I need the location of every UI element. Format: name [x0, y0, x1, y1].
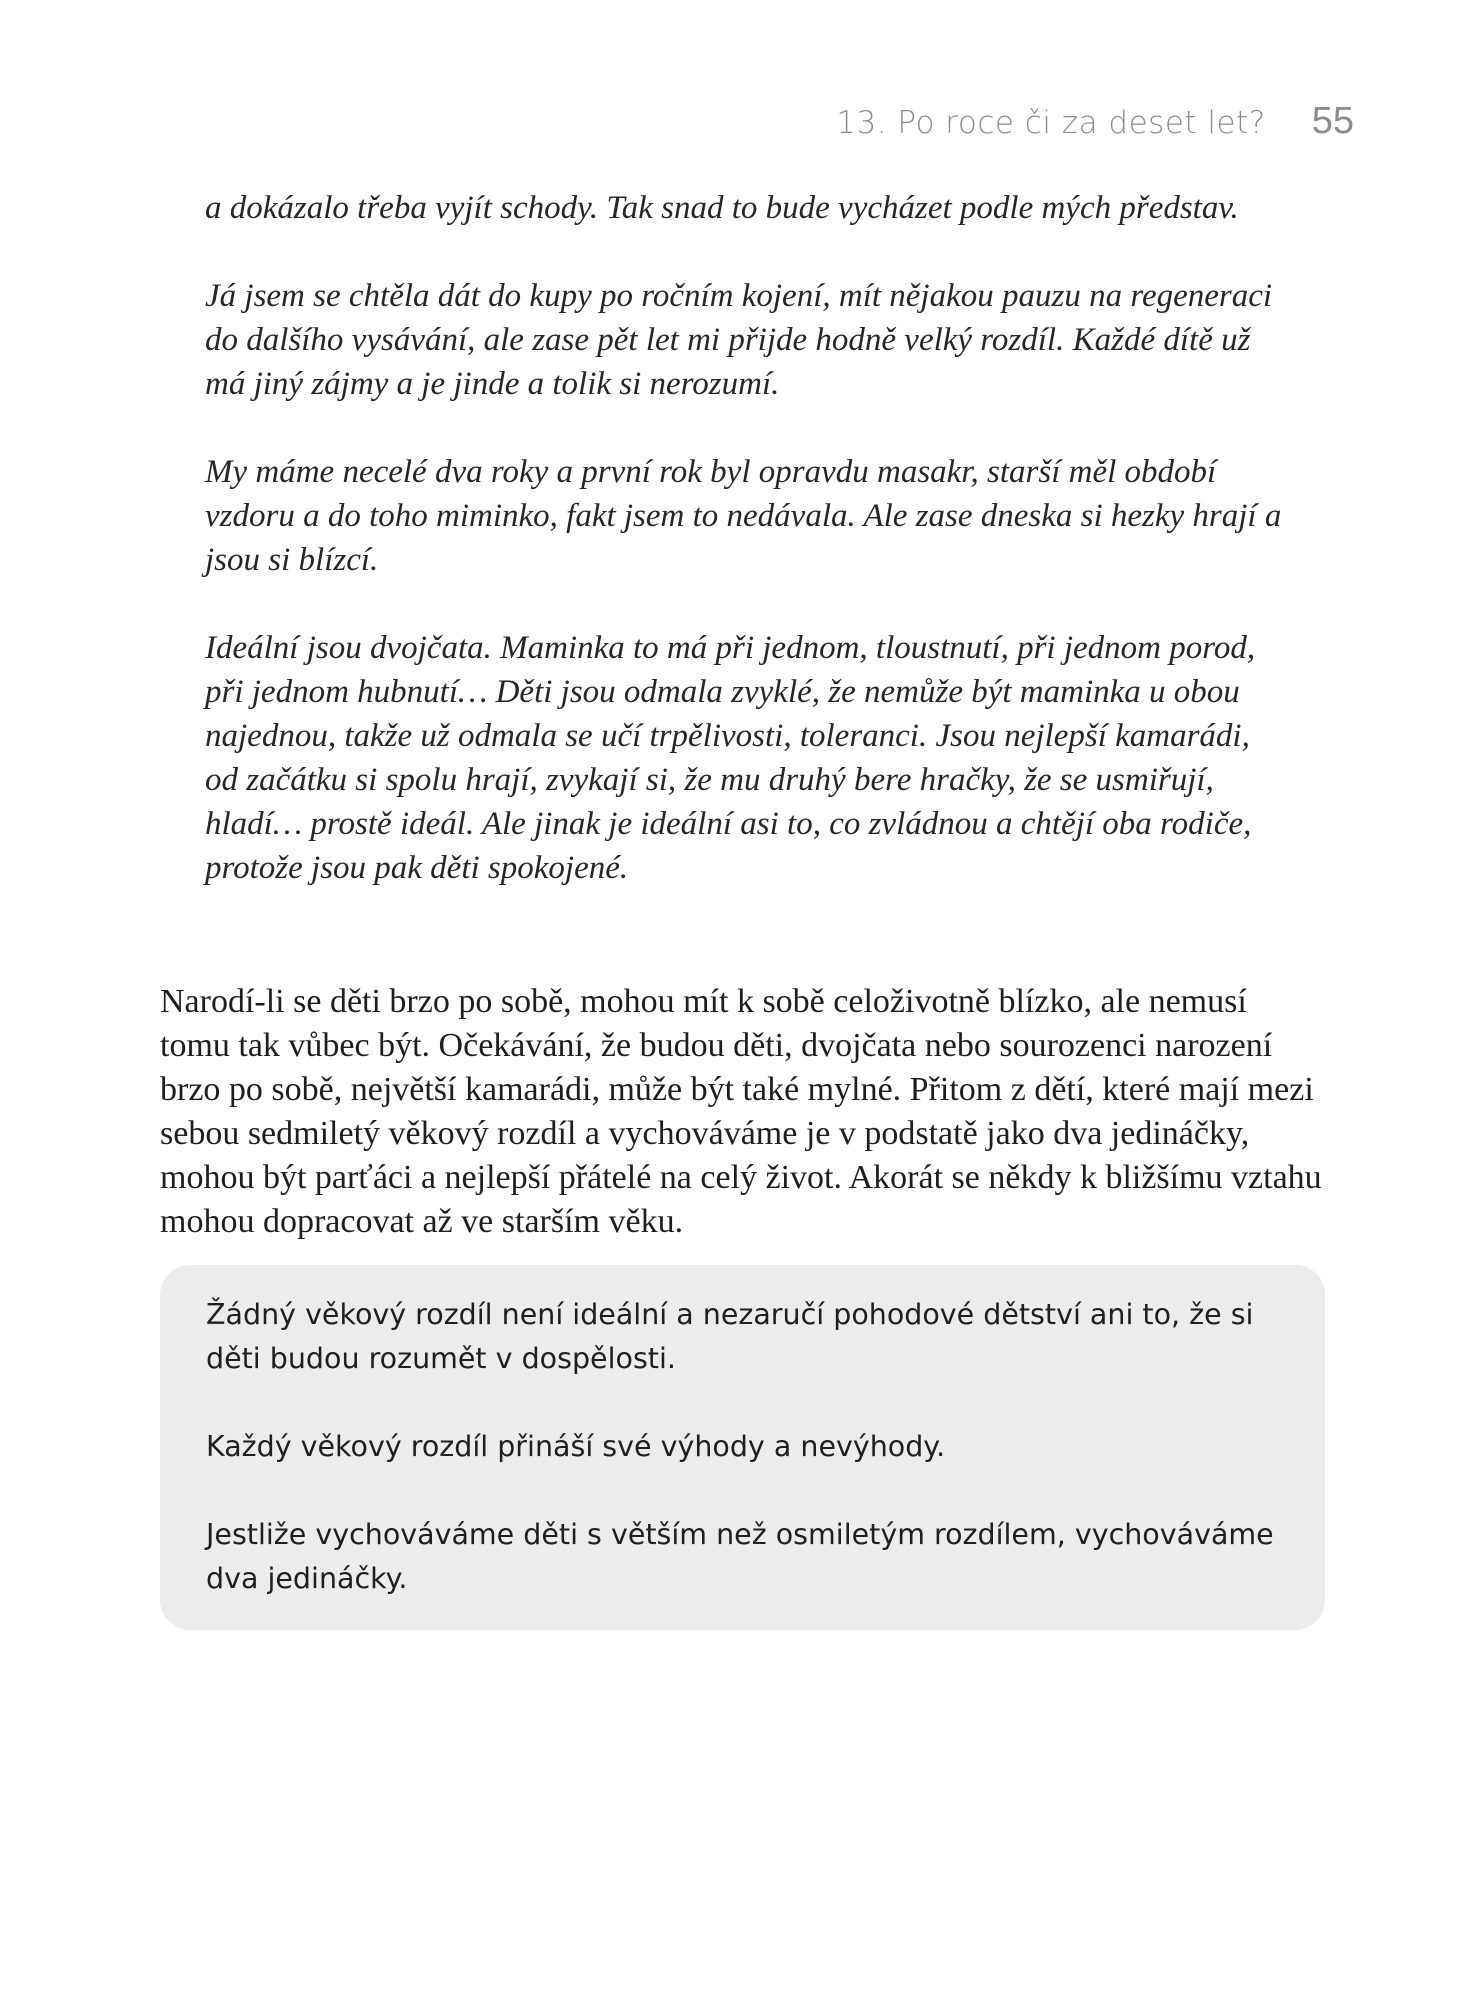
body-paragraph: Narodí-li se děti brzo po sobě, mohou mít k sobě celoživotně blízko, ale nemusí tomu tak vůbec být. Očekávání, že budou děti, dvojčata nebo sourozenci narození brzo po sobě, největší kamarádi, může být také mylné. Přitom z dětí, které mají mezi sebou sedmiletý věkový rozdíl a vychováváme je v podstatě jako dva jedináčky, mohou být parťáci a nejlepší přátelé na celý život. Akorát se někdy k bližšímu vztahu mohou dopracovat až ve starším věku.	[160, 983, 1322, 1240]
summary-point: Žádný věkový rozdíl není ideální a nezaručí pohodové dětství ani to, že si děti budou rozumět v dospělosti.	[206, 1298, 1254, 1375]
quote-paragraph: a dokázalo třeba vyjít schody. Tak snad to bude vycházet podle mých představ.	[205, 190, 1239, 226]
quote-block	[205, 186, 1285, 890]
summary-box	[160, 1265, 1325, 1630]
chapter-title: 13. Po roce či za deset let?	[836, 105, 1266, 141]
quote-paragraph: My máme necelé dva roky a první rok byl opravdu masakr, starší měl období vzdoru a do toho miminko, fakt jsem to nedávala. Ale zase dneska si hezky hrají a jsou si blízcí.	[205, 454, 1282, 578]
summary-point: Jestliže vychováváme děti s větším než osmiletým rozdílem, vychováváme dva jedináčky.	[206, 1518, 1274, 1595]
running-head	[836, 100, 1354, 143]
page-number: 55	[1311, 100, 1354, 142]
summary-point: Každý věkový rozdíl přináší své výhody a nevýhody.	[206, 1430, 946, 1463]
quote-paragraph: Ideální jsou dvojčata. Maminka to má při jednom, tloustnutí, při jednom porod, při jednom hubnutí… Děti jsou odmala zvyklé, že nemůže být maminka u obou najednou, takže už odmala se učí trpělivosti, toleranci. Jsou nejlepší kamarádi, od začátku si spolu hrají, zvykají si, že mu druhý bere hračky, že se usmiřují, hladí… prostě ideál. Ale jinak je ideální asi to, co zvládnou a chtějí oba rodiče, protože jsou pak děti spokojené.	[205, 630, 1256, 886]
quote-paragraph: Já jsem se chtěla dát do kupy po ročním kojení, mít nějakou pauzu na regeneraci do dalšího vysávání, ale zase pět let mi přijde hodně velký rozdíl. Každé dítě už má jiný zájmy a je jinde a tolik si nerozumí.	[205, 278, 1273, 402]
